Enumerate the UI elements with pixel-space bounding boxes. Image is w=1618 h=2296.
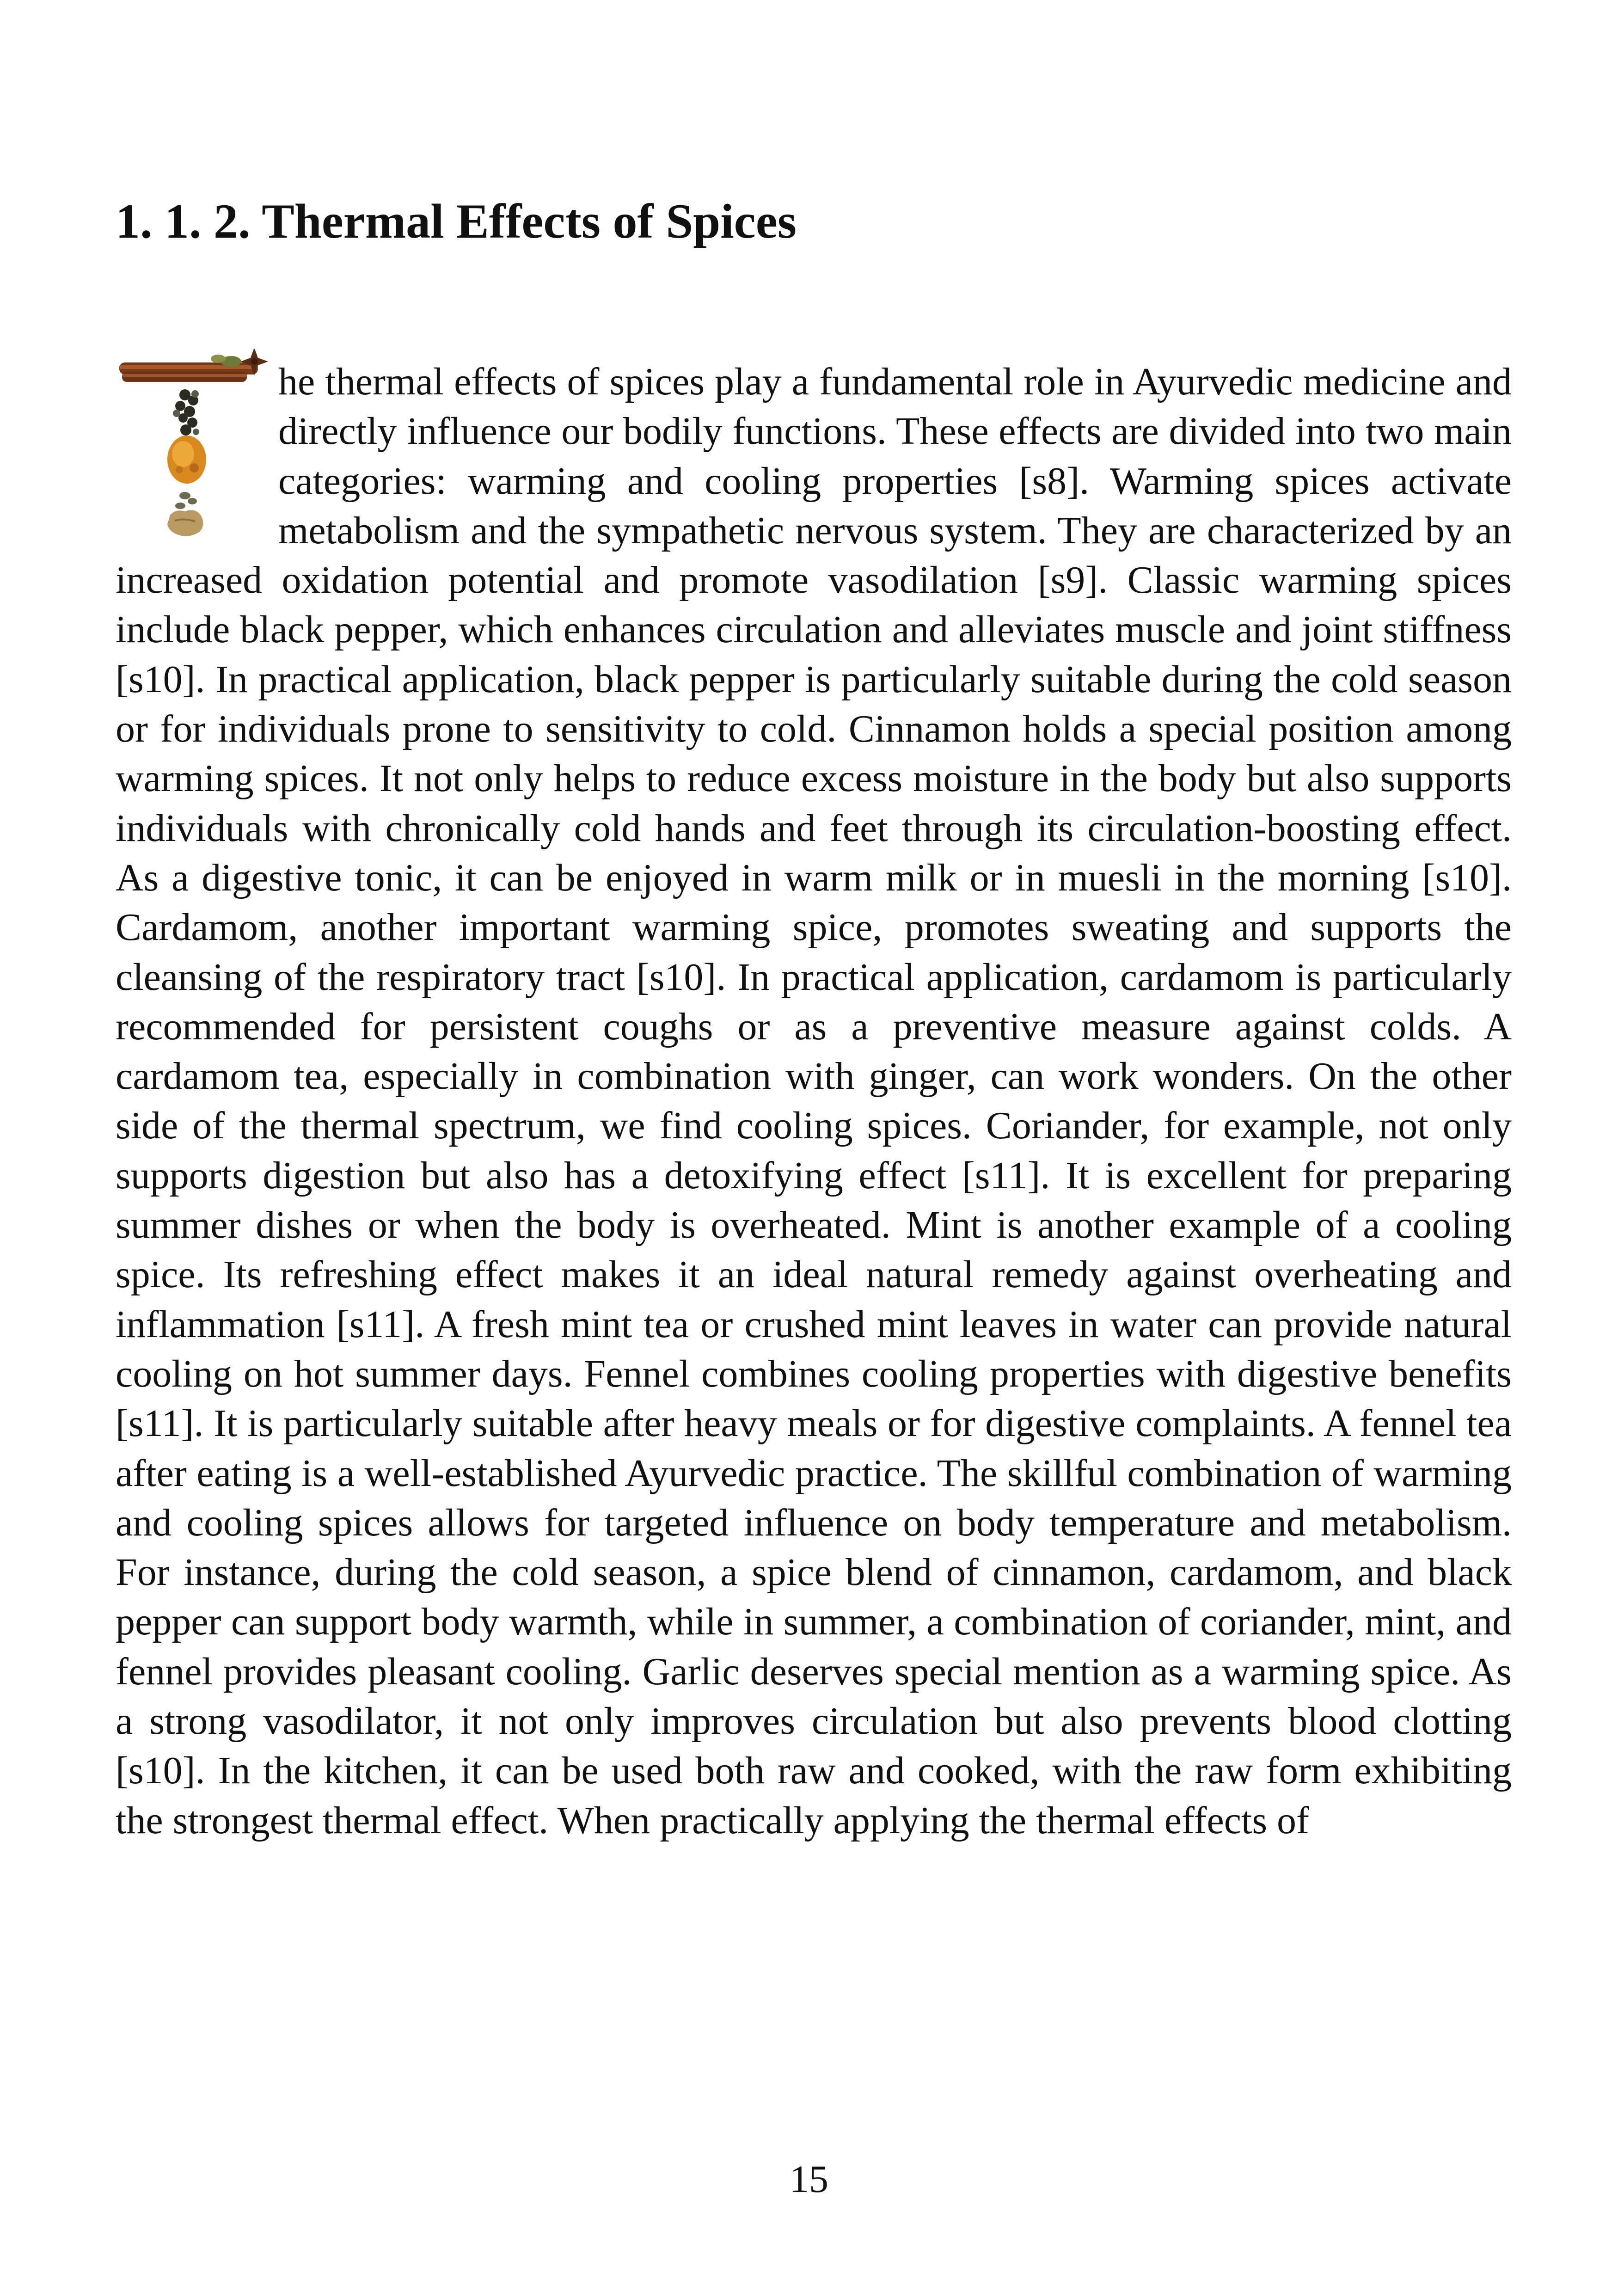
section-heading: 1. 1. 2. Thermal Effects of Spices: [116, 194, 797, 248]
body-paragraph: [116, 357, 1512, 1845]
drop-cap: [116, 349, 278, 547]
spice-letter-t-icon: [116, 349, 273, 547]
body-text: he thermal effects of spices play a fundamental role in Ayurvedic medicine and directly influence our bodily functions. These effects are divided into two main categories: warming and cooling properties [s8]. Warming spices activate metabolism and the sympathetic nervous system. They are characterized by an increased oxidation potential and promote vasodilation [s9]. Classic warming spices include black pepper, which enhances circulation and alleviates muscle and joint stiffness [s10]. In practical application, black pepper is particularly suitable during the cold season or for individuals prone to sensitivity to cold. Cinnamon holds a special position among warming spices. It not only helps to reduce excess moisture in the body but also supports individuals with chronically cold hands and feet through its circulation-boosting effect. As a digestive tonic, it can be enjoyed in warm milk or in muesli in the morning [s10]. Cardamom, another important warming spice, promotes sweating and supports the cleansing of the respiratory tract [s10]. In practical application, cardamom is particularly recommended for persistent coughs or as a preventive measure against colds. A cardamom tea, especially in combination with ginger, can work wonders. On the other side of the thermal spectrum, we find cooling spices. Coriander, for example, not only supports digestion but also has a detoxifying effect [s11]. It is excellent for preparing summer dishes or when the body is overheated. Mint is another example of a cooling spice. Its refreshing effect makes it an ideal natural remedy against overheating and inflammation [s11]. A fresh mint tea or crushed mint leaves in water can provide natural cooling on hot summer days. Fennel combines cooling properties with digestive benefits [s11]. It is particularly suitable after heavy meals or for digestive complaints. A fennel tea after eating is a well-established Ayurvedic practice. The skillful combination of warming and cooling spices allows for targeted influence on body temperature and metabolism. For instance, during the cold season, a spice blend of cinnamon, cardamom, and black pepper can support body warmth, while in summer, a combination of coriander, mint, and fennel provides pleasant cooling. Garlic deserves special mention as a warming spice. As a strong vasodilator, it not only improves circulation but also prevents blood clotting [s10]. In the kitchen, it can be used both raw and cooked, with the raw form exhibiting the strongest thermal effect. When practically applying the thermal effects of: [116, 360, 1512, 1842]
page-number: 15: [790, 2158, 828, 2201]
